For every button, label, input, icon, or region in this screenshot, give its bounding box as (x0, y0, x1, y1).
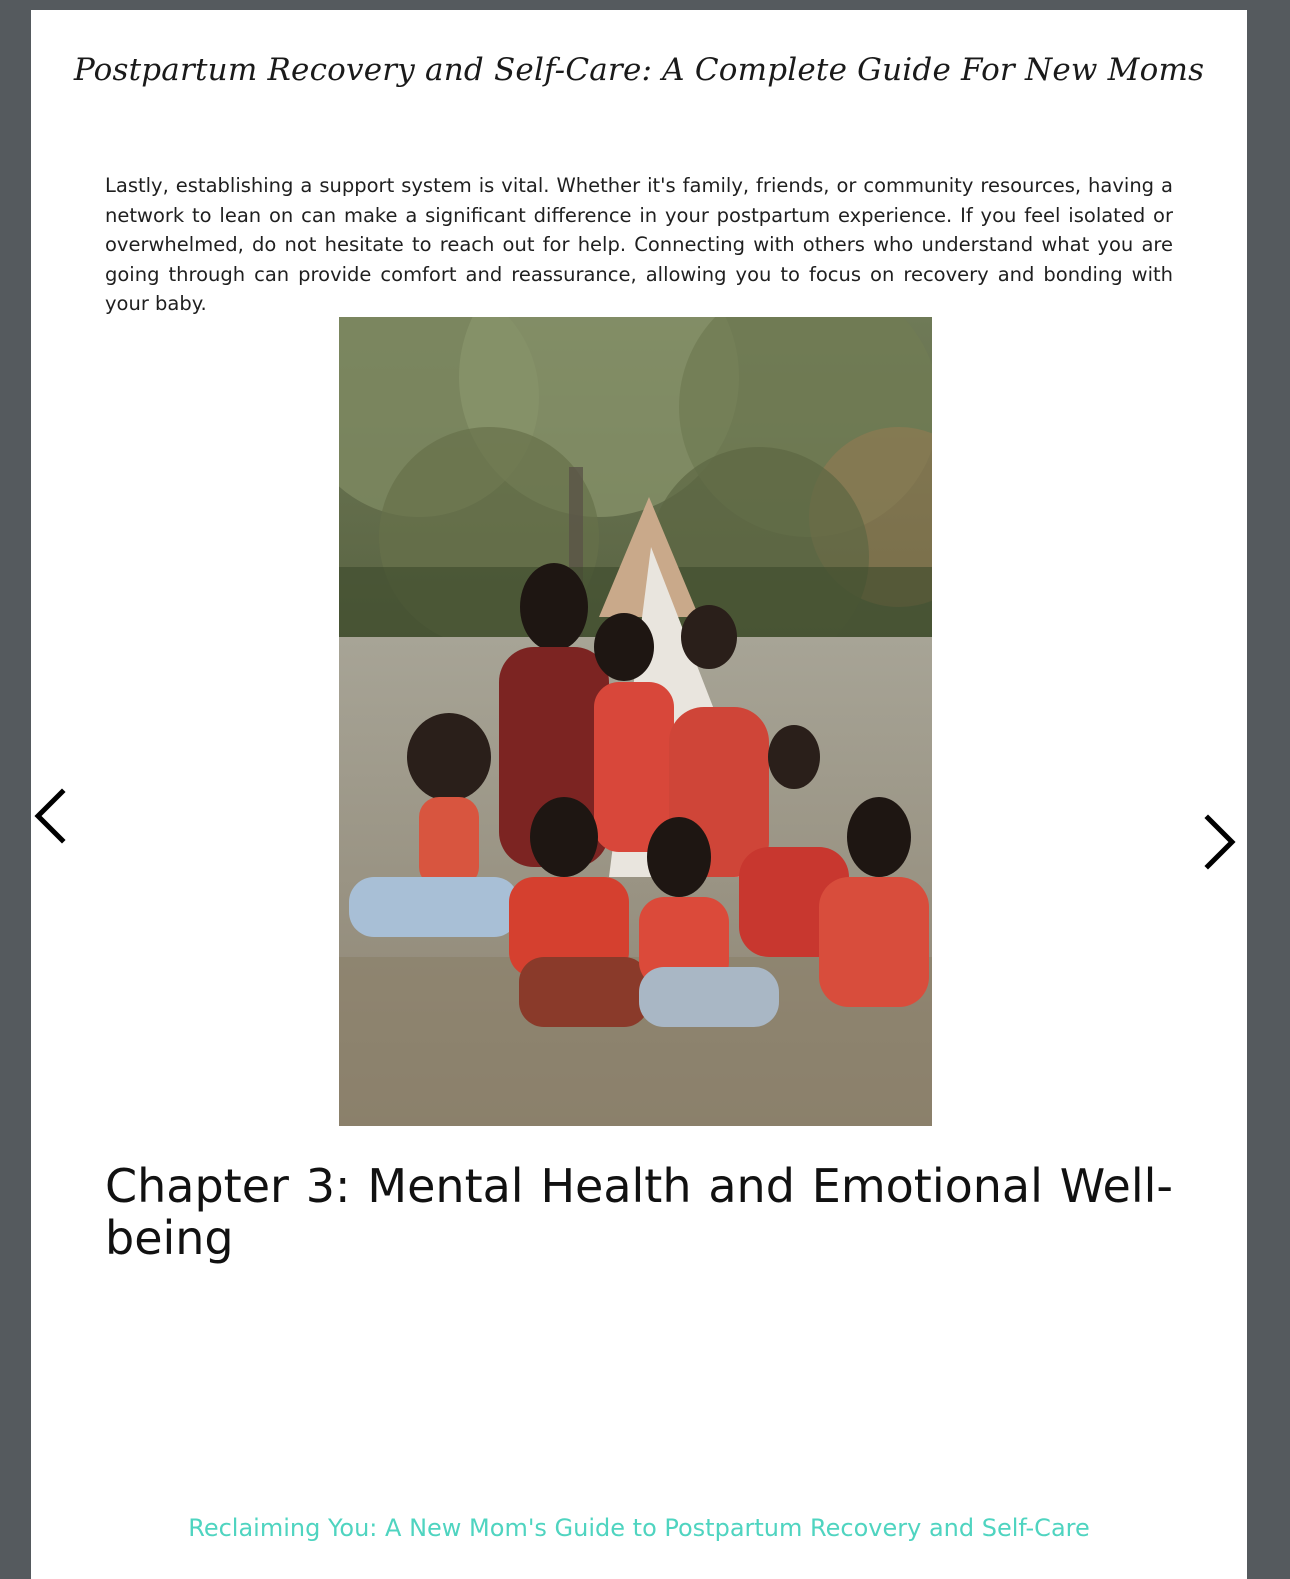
document-header-title: Postpartum Recovery and Self-Care: A Complete Guide For New Moms (73, 52, 1205, 88)
chapter-heading: Chapter 3: Mental Health and Emotional Well-being (105, 1159, 1173, 1265)
chevron-right-icon[interactable] (1202, 812, 1246, 876)
book-title-footer-link[interactable]: Reclaiming You: A New Mom's Guide to Postpartum Recovery and Self-Care (188, 1514, 1090, 1542)
group-photo (339, 317, 932, 1126)
document-page (31, 10, 1247, 1579)
chevron-left-icon[interactable] (28, 786, 72, 850)
body-paragraph: Lastly, establishing a support system is vital. Whether it's family, friends, or community resources, having a network to lean on can make a significant difference in your postpartum experience. If you feel isolated or overwhelmed, do not hesitate to reach out for help. Connecting with others who understand what you are going through can provide comfort and reassurance, allowing you to focus on recovery and bonding with your baby. (105, 174, 1173, 315)
